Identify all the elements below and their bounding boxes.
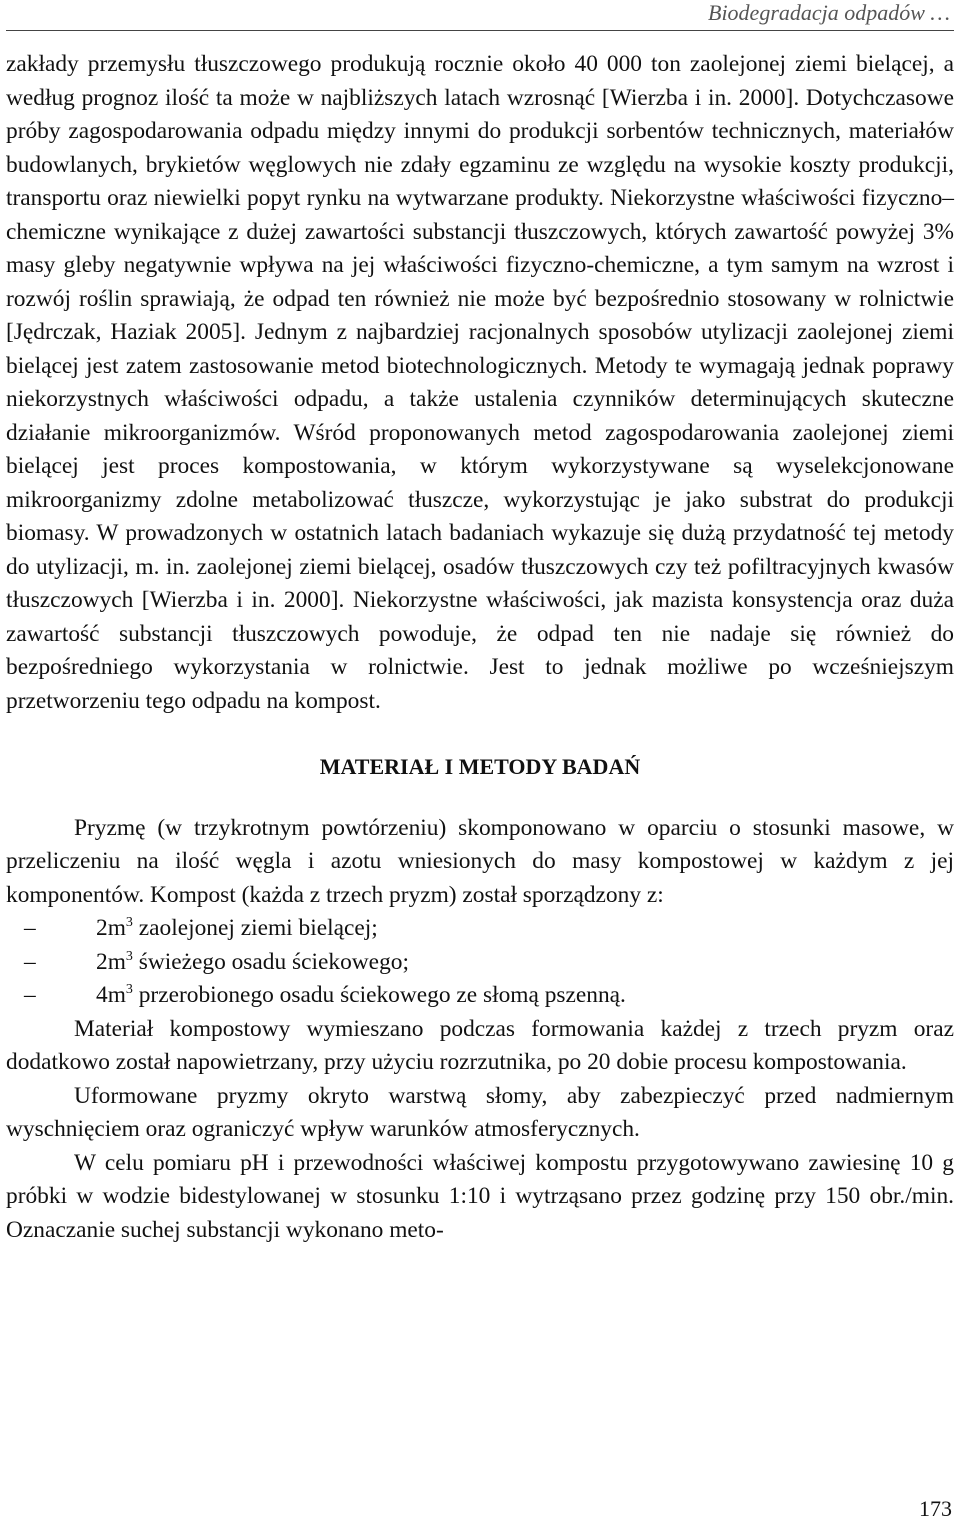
list-text: świeżego osadu ściekowego; xyxy=(132,948,409,975)
section-heading: MATERIAŁ I METODY BADAŃ xyxy=(319,754,641,779)
list-text: zaolejonej ziemi bielącej; xyxy=(132,915,378,941)
list-amount: 2m xyxy=(96,948,126,975)
dash-bullet: – xyxy=(24,982,36,1008)
list-exponent: 3 xyxy=(125,915,133,931)
running-title: Biodegradacja odpadów … xyxy=(708,0,950,25)
list-item xyxy=(6,979,954,1013)
list-amount: 2m xyxy=(96,915,126,941)
component-list xyxy=(6,912,954,1013)
dash-bullet: – xyxy=(24,915,36,941)
page-number: 173 xyxy=(919,1496,952,1521)
list-item xyxy=(6,912,954,946)
paragraph-4: Uformowane pryzmy okryto warstwą słomy, aby zabezpieczyć przed nadmiernym wyschnięciem oraz ograniczyć wpływ warunków atmosferycznych. xyxy=(6,1082,954,1142)
paragraph-3: Materiał kompostowy wymieszano podczas formowania każdej z trzech pryzm oraz dodatkowo został napowietrzany, przy użyciu rozrzutnika, po 20 dobie procesu kompostowania. xyxy=(6,1015,954,1075)
body-text xyxy=(6,48,954,1247)
page-header xyxy=(0,0,960,30)
dash-bullet: – xyxy=(24,948,36,975)
paragraph-1: zakłady przemysłu tłuszczowego produkują rocznie około 40 000 ton zaolejonej ziemi bielącej, a według prognoz ilość ta może w najbliższych latach wzrosnąć [Wierzba i in. 2000]. Dotychczasowe próby zagospodarowania odpadu między innymi do produkcji sorbentów technicznych, materiałów budowlanych, brykietów węglowych nie zdały egzaminu ze względu na wysokie koszty produkcji, transportu oraz niewielki popyt rynku na wytwarzane produkty. Niekorzystne właściwości fizyczno–chemiczne wynikające z dużej zawartości substancji tłuszczowych, których zawartość powyżej 3% masy gleby negatywnie wpływa na jej właściwości fizyczno-chemiczne, a tym samym na wzrost i rozwój roślin sprawiają, że odpad ten również nie może być bezpośrednio stosowany w rolnictwie [Jędrczak, Haziak 2005]. Jednym z najbardziej racjonalnych sposobów utylizacji zaolejonej ziemi bielącej jest zatem zastosowanie metod biotechnologicznych. Metody te wymagają jednak poprawy niekorzystnych właściwości odpadu, a także ustalenia czynników determinujących skuteczne działanie mikroorganizmów. Wśród proponowanych metod zagospodarowania zaolejonej ziemi bielącej jest proces kompostowania, w którym wykorzystywane są wyselekcjonowane mikroorganizmy zdolne metabolizować tłuszcze, wykorzystując je jako substrat do produkcji biomasy. W prowadzonych w ostatnich latach badaniach wykazuje się dużą przydatność tej metody do utylizacji, m. in. zaolejonej ziemi bielącej, osadów tłuszczowych czy też pofiltracyjnych kwasów tłuszczowych [Wierzba i in. 2000]. Niekorzystne właściwości, jak mazista konsystencja oraz duża zawartość substancji tłuszczowych powoduje, że odpad ten nie nadaje się również do bezpośredniego wykorzystania w rolnictwie. Jest to jednak możliwe po wcześniejszym przetworzeniu tego odpadu na kompost. xyxy=(6,51,954,714)
paragraph-5: W celu pomiaru pH i przewodności właściwej kompostu przygotowywano zawiesinę 10 g próbki w wodzie bidestylowanej w stosunku 1:10 i wytrząsano przez godzinę przy 150 obr./min. Oznaczanie suchej substancji wykonano meto- xyxy=(6,1149,954,1243)
paragraph-2: Pryzmę (w trzykrotnym powtórzeniu) skomponowano w oparciu o stosunki masowe, w przeliczeniu na ilość węgla i azotu wniesionych do masy kompostowej w każdym z jej komponentów. Kompost (każda z trzech pryzm) został sporządzony z: xyxy=(6,814,954,908)
list-exponent: 3 xyxy=(125,982,133,998)
list-item xyxy=(6,946,954,980)
list-exponent: 3 xyxy=(125,948,133,964)
list-amount: 4m xyxy=(96,982,126,1008)
header-rule xyxy=(6,30,954,31)
list-text: przerobionego osadu ściekowego ze słomą pszenną. xyxy=(132,982,626,1008)
